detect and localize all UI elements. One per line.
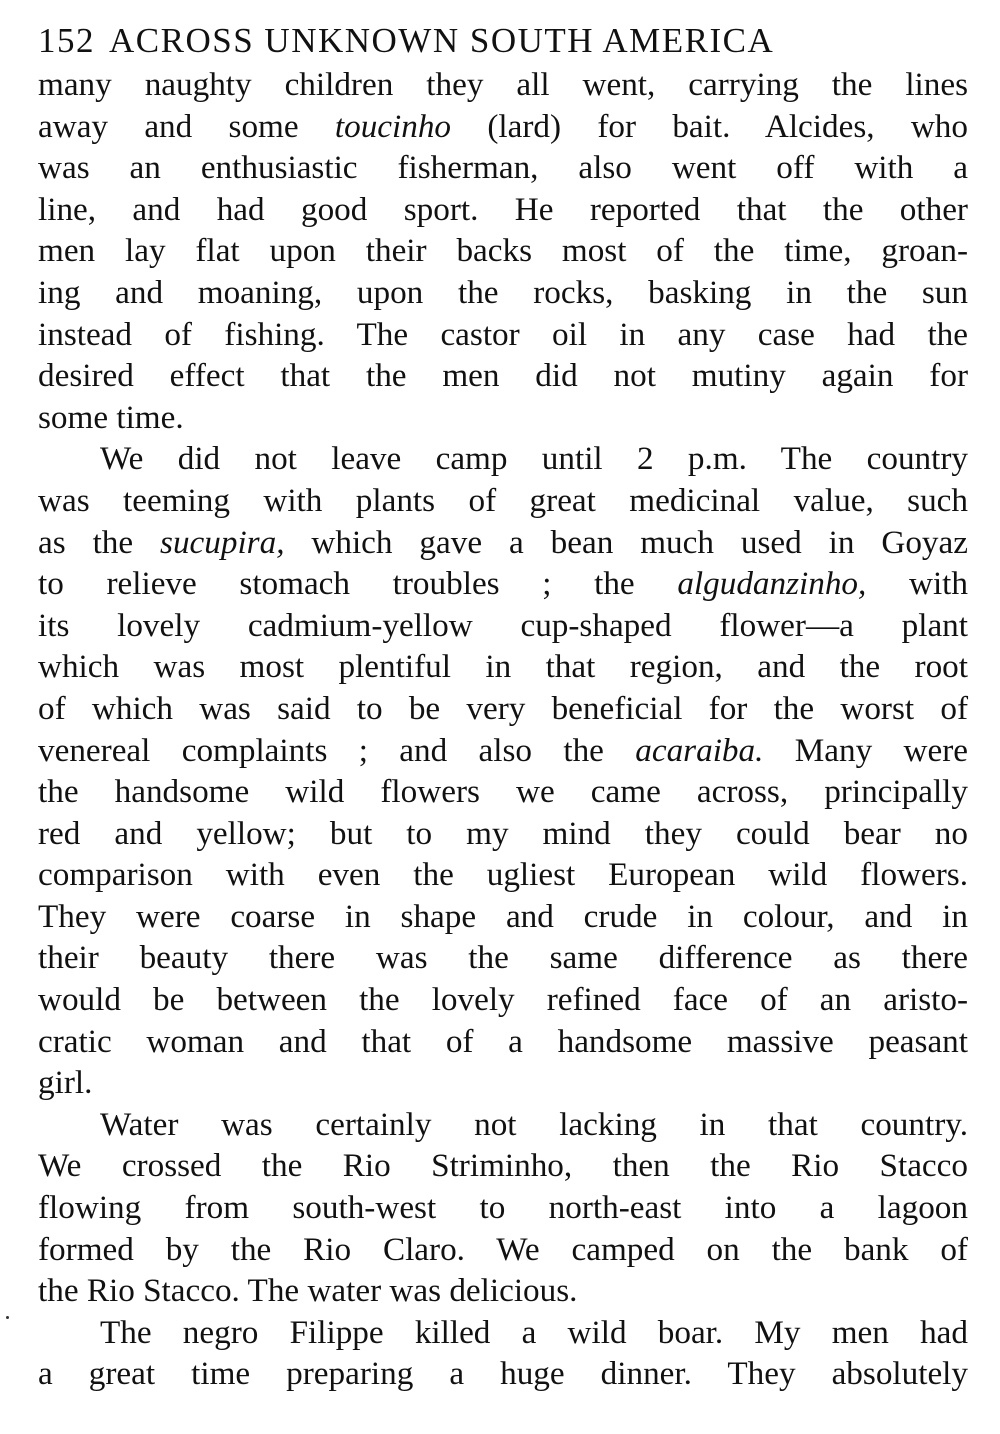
- text-line: line, and had good sport. He reported that the other: [38, 190, 968, 228]
- text-line: ing and moaning, upon the rocks, basking in the sun: [38, 273, 968, 311]
- paragraph-4: [38, 1312, 968, 1395]
- text-line: formed by the Rio Claro. We camped on the bank of: [38, 1230, 968, 1268]
- text-line: desired effect that the men did not mutiny again for: [38, 357, 968, 395]
- text-line: They were coarse in shape and crude in colour, and in: [38, 897, 968, 935]
- text-run: as the: [38, 523, 161, 561]
- text-line: comparison with even the ugliest European wild flowers.: [38, 856, 968, 894]
- text-line: We crossed the Rio Striminho, then the Rio Stacco: [38, 1147, 968, 1185]
- italic-term: algudanzinho,: [677, 565, 867, 603]
- text-line: red and yellow; but to my mind they could bear no: [38, 814, 968, 852]
- text-run: away and some: [38, 107, 335, 145]
- text-run: which gave a bean much used in Goyaz: [284, 523, 968, 561]
- text-line: the Rio Stacco. The water was delicious.: [38, 1272, 578, 1310]
- running-head: [38, 18, 968, 64]
- scan-speck: [6, 1316, 9, 1319]
- text-line: We did not leave camp until 2 p.m. The country: [100, 440, 968, 478]
- page-number: 152: [38, 21, 95, 60]
- text-run: venereal complaints ; and also the: [38, 731, 636, 769]
- book-page: [38, 18, 968, 1395]
- text-line: [38, 522, 968, 564]
- text-line: The negro Filippe killed a wild boar. My men had: [100, 1313, 968, 1351]
- italic-term: acaraiba.: [635, 731, 764, 769]
- text-line: was an enthusiastic fisherman, also went off with a: [38, 149, 968, 187]
- text-line: some time.: [38, 398, 184, 436]
- text-line: cratic woman and that of a handsome massive peasant: [38, 1022, 968, 1060]
- text-line: a great time preparing a huge dinner. They absolutely: [38, 1355, 968, 1393]
- text-run: Many were: [763, 731, 969, 769]
- text-run: with: [866, 565, 968, 603]
- text-line: flowing from south-west to north-east into a lagoon: [38, 1189, 968, 1227]
- text-line: instead of fishing. The castor oil in any case had the: [38, 315, 968, 353]
- paragraph-1: [38, 64, 968, 438]
- text-line: men lay flat upon their backs most of the time, groan-: [38, 232, 968, 270]
- running-title: ACROSS UNKNOWN SOUTH AMERICA: [109, 21, 775, 60]
- italic-term: toucinho: [334, 107, 452, 145]
- text-line: their beauty there was the same difference as there: [38, 939, 968, 977]
- text-line: Water was certainly not lacking in that country.: [100, 1105, 968, 1143]
- text-line: [38, 730, 968, 772]
- text-line: the handsome wild flowers we came across, principally: [38, 773, 968, 811]
- paragraph-3: [38, 1104, 968, 1312]
- text-run: to relieve stomach troubles ; the: [38, 565, 678, 603]
- text-line: of which was said to be very beneficial for the worst of: [38, 689, 968, 727]
- paragraph-2: [38, 438, 968, 1104]
- text-run: (lard) for bait. Alcides, who: [451, 107, 968, 145]
- text-line: girl.: [38, 1064, 93, 1102]
- text-line: would be between the lovely refined face of an aristo-: [38, 981, 968, 1019]
- text-line: [38, 106, 968, 148]
- italic-term: sucupira,: [160, 523, 285, 561]
- text-line: was teeming with plants of great medicinal value, such: [38, 481, 968, 519]
- text-line: its lovely cadmium-yellow cup-shaped flower—a plant: [38, 606, 968, 644]
- text-line: [38, 563, 968, 605]
- text-line: many naughty children they all went, carrying the lines: [38, 66, 968, 103]
- text-line: which was most plentiful in that region, and the root: [38, 648, 968, 686]
